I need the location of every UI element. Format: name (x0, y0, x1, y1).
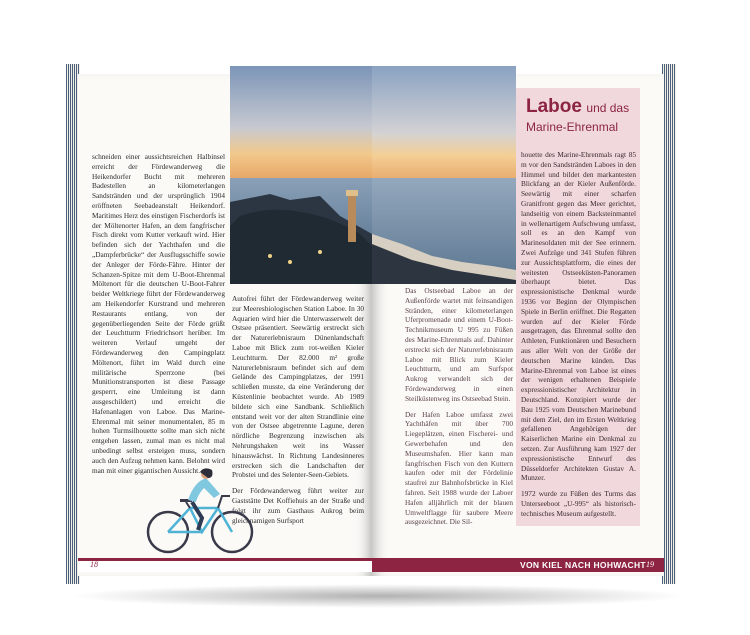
photo-laboe-left-half (230, 66, 372, 284)
info-box-subtitle: Marine-Ehrenmal (526, 120, 619, 134)
info-box-title (526, 96, 636, 134)
right-page-edges (662, 64, 676, 584)
right-column-1 (405, 286, 513, 533)
paragraph: Das Ostseebad Laboe an der Außenförde wartet mit feinsandigen Stränden, einer kilometerlangen Uferpromenade und einem U-Boot-Technikmuseum U 995 zu Füßen des Marine-Ehrenmals auf. Dahinter erstreckt sich der Naturerlebnisraum Laboe mit Blick zum Kieler Leuchtturm, und am Surfspot Aukrog verwandelt sich der Fördewanderweg in einen Steilküstenweg ins Ostseebad Stein. (405, 286, 513, 403)
info-box-title-light: und das (586, 101, 630, 115)
running-footer-title: VON KIEL NACH HOHWACHT (520, 560, 646, 570)
photo-laboe-right-half (372, 66, 516, 284)
paragraph: 1972 wurde zu Füßen des Turms das Unterseeboot „U-995“ als historisch-technisches Museum aufgestellt. (521, 489, 636, 518)
cyclist-illustration (144, 468, 262, 558)
info-box-title-bold: Laboe (526, 96, 582, 117)
left-footer-bar (78, 558, 372, 572)
book-shadow (68, 584, 688, 608)
page-number-left: 18 (90, 560, 98, 569)
paragraph: schneiden einer aussichtsreichen Halbinsel erreicht der Fördewanderweg die Heikendorfer Bucht mit mehreren Badestellen an kilometerlangen Sandstränden und der ursprünglich 1904 eröffneten Seebadeanstalt Heikendorf. Maritimes Herz des einstigen Fischerdorfs ist der Möltenorter Hafen, an dem fangfrischer Fisch direkt vom Kutter verkauft wird. Hier befinden sich der Yachthafen und die „Dampferbrücke“ der Ausflugsschiffe sowie der Anleger der Förde-Fähre. Hinter der Schanzen-Spitze mit dem U-Boot-Ehrenmal Möltenort für die deutschen U-Boot-Fahrer beider Weltkriege führt der Fördewanderweg am Heikendorfer Kurstrand und mehreren Restaurants entlang, von der gegenüberliegenden Seite der Förde grüßt der Leuchtturm Friedrichsort herüber. Im weiteren Verlauf umgeht der Fördewanderweg den Campingplatz Möltenort, führt im Wald durch eine militärische Sperrzone (bei Munitionstransporten ist diese Passage gesperrt, eine Umleitung ist dann ausgeschildert) und erreicht die Hafenanlagen von Laboe. Das Marine-Ehrenmal mit seiner monumentalen, 85 m hohen Turmsilhouette sollte man sich nicht entgehen lassen, zumal man es nicht mal unbedingt selbst ersteigen muss, sondern auch den Aufzug nehmen kann. Belohnt wird man mit einer gigantischen Aussicht. (92, 152, 225, 475)
paragraph: Autofrei führt der Fördewanderweg weiter zur Meeresbiologischen Station Laboe. In 30 Aquarien wird hier die Unterwasserwelt der Ostsee präsentiert. Seewärtig erstreckt sich der Naturerlebnisraum Dünenlandschaft Laboe mit Blick zum rot-weißen Kieler Leuchtturm. Der 82.000 m² große Naturerlebnisraum befindet sich auf dem Gelände des Campingplatzes, der 1991 schließen musste, da eine Veränderung der Küstenlinie beobachtet wurde. Ab 1989 bildete sich eine Sandbank. Schließlich entstand weit vor der alten Strandlinie eine von der Ostsee abgetrennte Lagune, deren nördliche Begrenzung inzwischen als Nehrungshaken weit ins Wasser hinauswächst. In Richtung Landesinneres erstrecken sich die Landschaften der Probstei und des Selenter-Seen-Gebiets. (232, 294, 364, 480)
paragraph: Der Fördewanderweg führt weiter zur Gaststätte Det Koffiehuis an der Straße und folgt ihr zum Gasthaus Aukrog beim gleichnamigen Surfsport (232, 486, 364, 525)
page-number-right: 19 (646, 560, 654, 569)
left-column-1 (92, 152, 225, 481)
info-box-text (521, 150, 636, 524)
paragraph: houette des Marine-Ehrenmals ragt 85 m vor den Sandstränden Laboes in den Himmel und bildet den markantesten Blickfang an der Kieler Außenförde. Seewärtig mit einer scharfen Granitfront gegen das Meer gerichtet, landseitig von einem Backsteinmantel in wellenartigem Aufschwung umfasst, soll es an den Kampf von Marinesoldaten mit der See erinnern. Zwei Aufzüge und 341 Stufen führen zur Aussichtsplattform, die eines der weitesten Ostseeküsten-Panoramen überhaupt bietet. Das expressionistische Denkmal wurde 1936 vor Beginn der Olympischen Spiele in Berlin eröffnet. Die Regatten wurden auf der Kieler Förde ausgetragen, das Ehrenmal sollte den Athleten, Funktionären und Besuchern aus aller Welt von der Größe der deutschen Marine künden. Das Marine-Ehrenmal von Laboe ist eines der wenigen erhaltenen Beispiele expressionistischer Architektur in Deutschland. Konzipiert wurde der Bau 1925 vom Deutschen Marinebund mit dem Ziel, den im Ersten Weltkrieg gefallenen Angehörigen der Kaiserlichen Marine ein Denkmal zu setzen. Zur Ausführung kam 1927 der expressionistische Entwurf des Düsseldorfer Architekten Gustav A. Munzer. (521, 150, 636, 483)
paragraph: Der Hafen Laboe umfasst zwei Yachthäfen mit über 700 Liegeplätzen, einen Fischerei- und Gewerbehafen und den Museumshafen. Hier kann man fangfrischen Fisch von den Kuttern kaufen oder mit der Fördelinie staufrei zur Bahnhofsbrücke in Kiel fahren. Seit 1988 wurde der Laboer Hafen alljährlich mit der blauen Umweltflagge für saubere Meere ausgezeichnet. Die Sil- (405, 409, 513, 527)
